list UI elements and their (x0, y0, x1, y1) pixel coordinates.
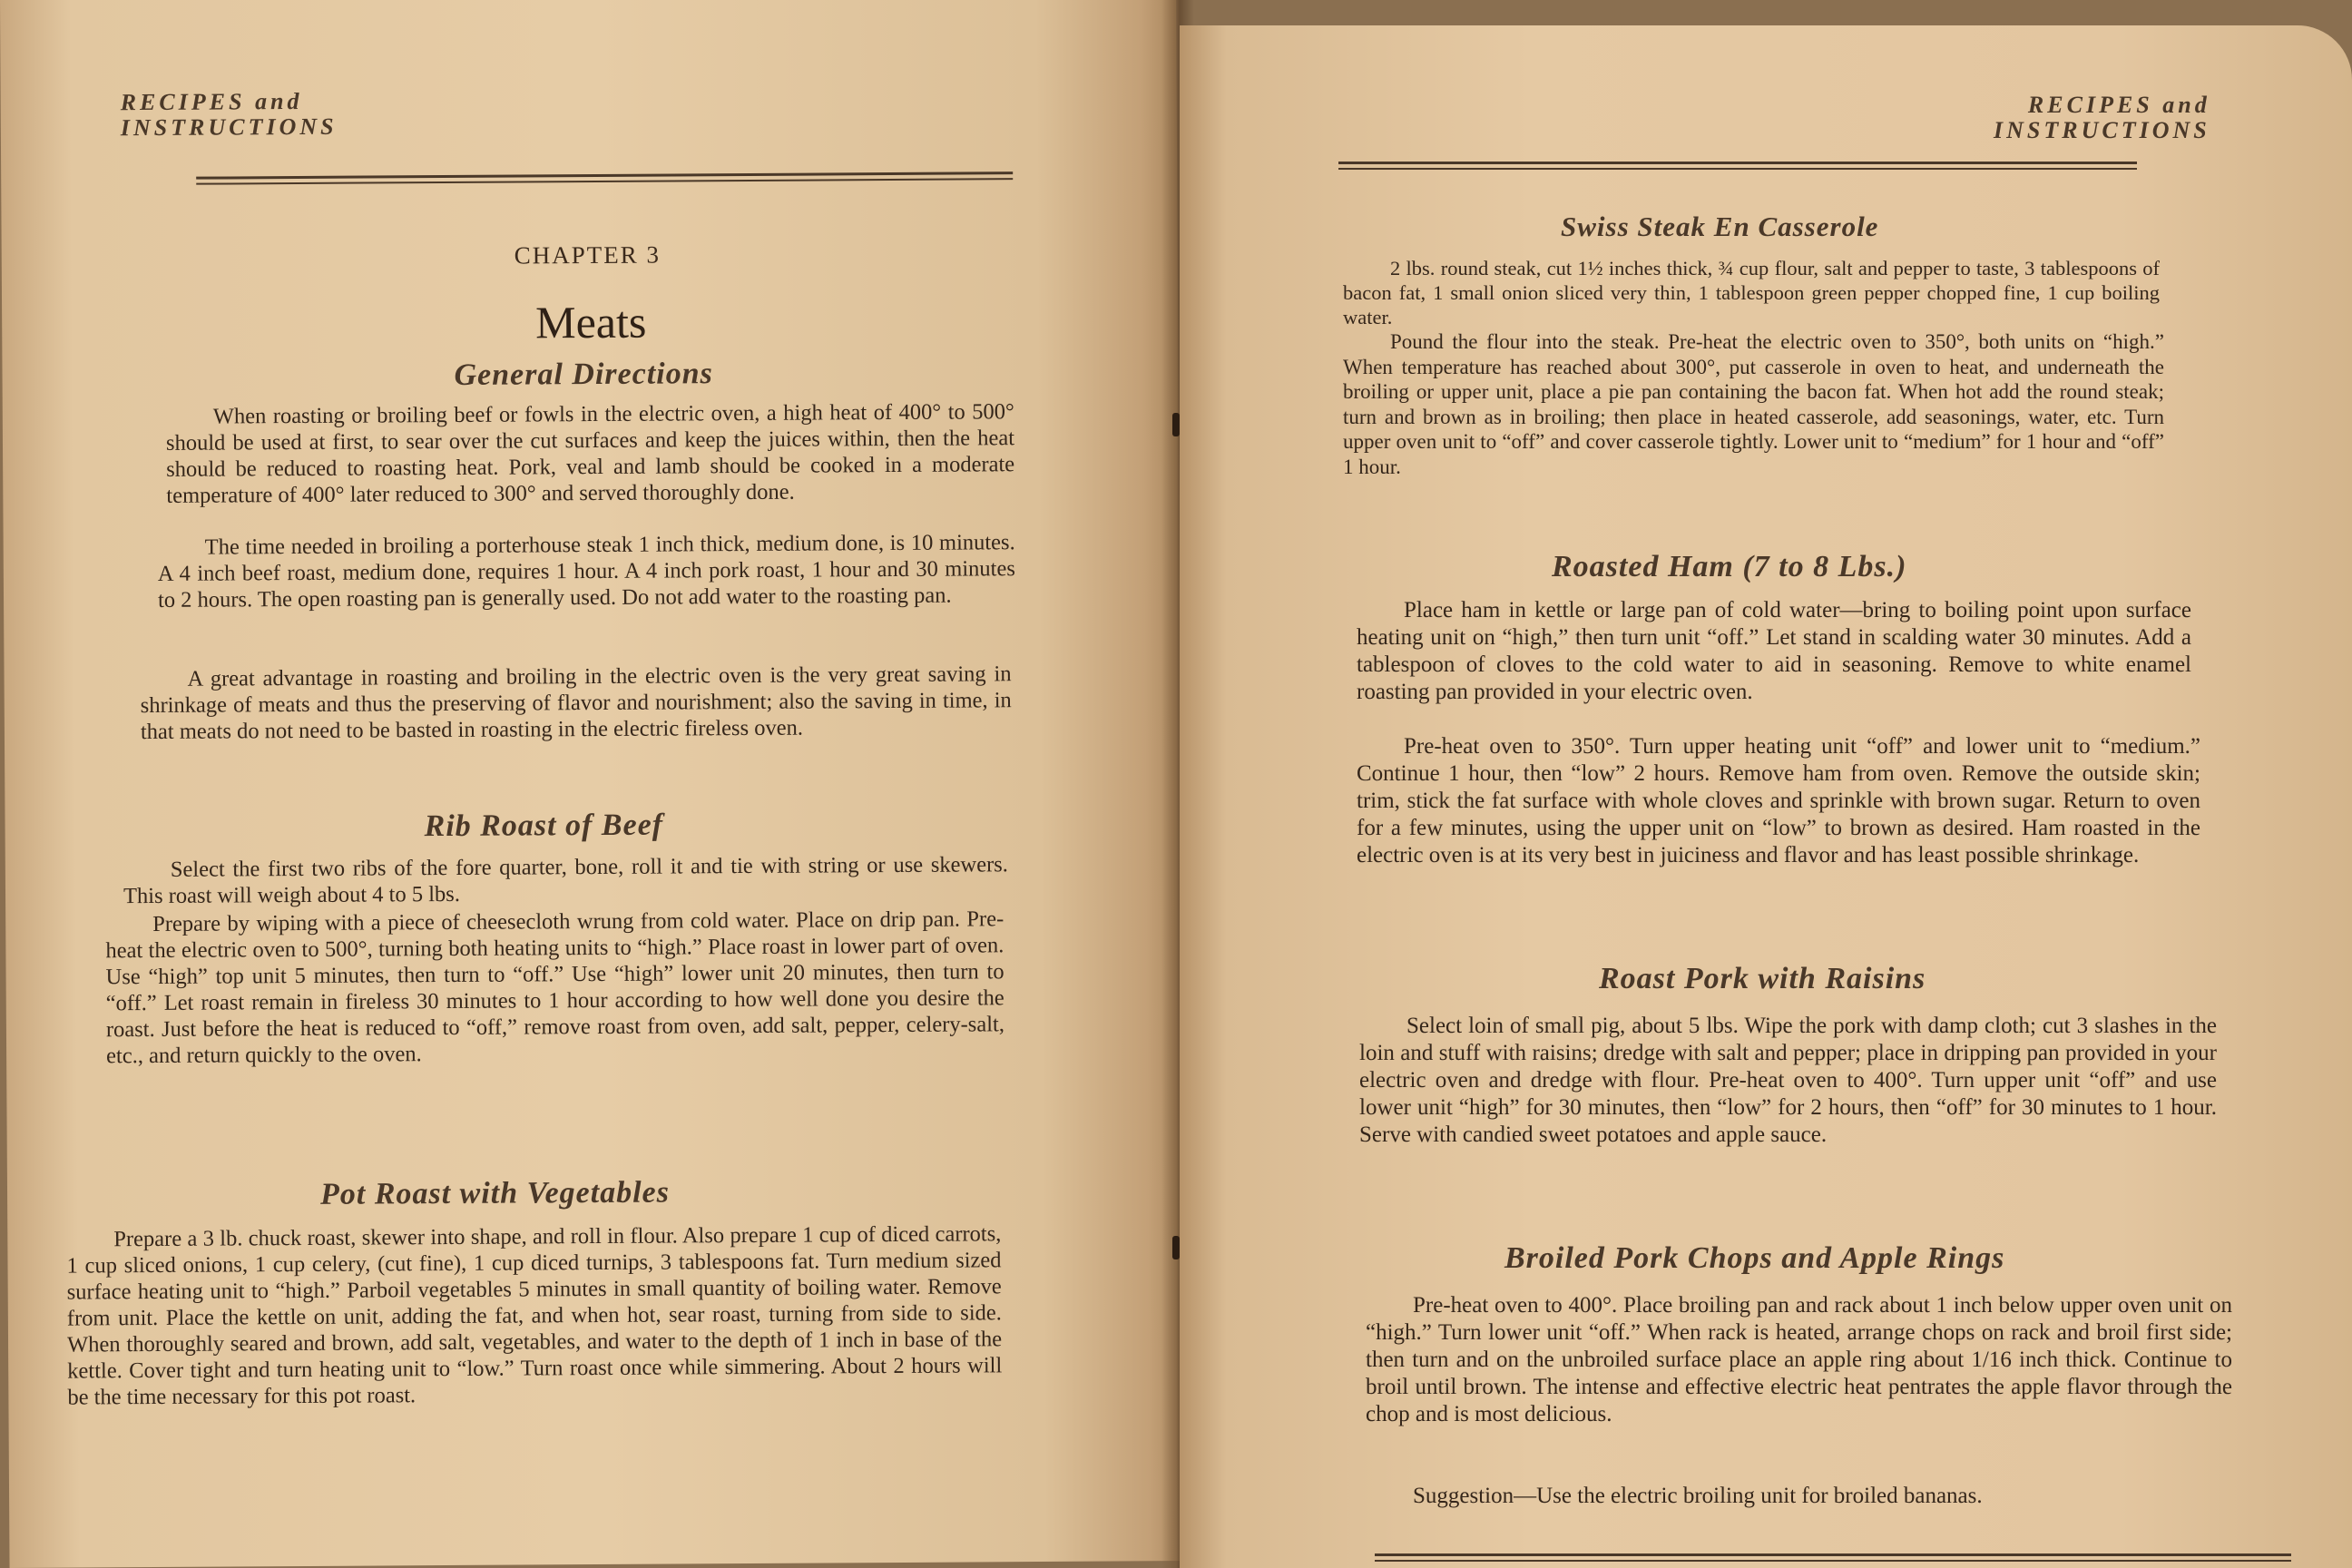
pork-chops-para-1: Pre-heat oven to 400°. Place broiling pan and rack about 1 inch below upper oven unit on “high.” Turn lower unit “off.” When rack is heated, arrange chops on rack and broil first side; then turn and on the unbroiled surface place an apple ring about 1/16 inch thick. Continue to broil until brown. The intense and effective electric heat pentrates the apple flavor through the chop and is most delicious. (1366, 1293, 2232, 1426)
chapter-title: Meats (535, 296, 647, 348)
right-header-rule (1338, 162, 2137, 164)
roast-pork-para-1: Select loin of small pig, about 5 lbs. Wipe the pork with damp cloth; cut 3 slashes in the loin and stuff with raisins; dredge with salt and pepper; place in dripping pan provided in your electric oven and dredge with flour. Pre-heat oven to 400°. Turn upper unit “off” and use lower unit “high” for 30 minutes, then “low” for 2 hours, then “off” for 30 minutes to 1 hour. Serve with candied sweet potatoes and apple sauce. (1359, 1014, 2217, 1147)
swiss-steak-para-1: 2 lbs. round steak, cut 1½ inches thick, ¾ cup flour, salt and pepper to taste, 3 tablespoons of bacon fat, 1 small onion sliced very thin, 1 tablespoon green pepper chopped fine, 1 cup boiling water. (1343, 257, 2160, 328)
roast-pork-title: Roast Pork with Raisins (1599, 962, 1926, 995)
right-running-header (1994, 93, 2210, 143)
roasted-ham-para-2: Pre-heat oven to 350°. Turn upper heating unit “off” and lower unit to “medium.” Continue 1 hour, then “low” 2 hours. Remove ham from oven. Remove the outside skin; trim, stick the fat surface with whole cloves and sprinkle with brown sugar. Return to oven for a few minutes, using the upper unit on “low” to brown as desired. Ham roasted in the electric oven is at its very best in juiciness and flavor and has least possible shrinkage. (1357, 734, 2200, 867)
left-running-header (121, 89, 338, 141)
rib-roast-para-1: Select the first two ribs of the fore quarter, bone, roll it and tie with string or use skewers. This roast will weigh about 4 to 5 lbs. (122, 852, 1008, 909)
general-directions-title: General Directions (454, 357, 713, 392)
roasted-ham-para-1: Place ham in kettle or large pan of cold water—bring to boiling point upon surface heating unit on “high,” then turn unit “off.” Let stand in scalding water 30 minutes. Add a tablespoon of cloves to the cold water to aid in seasoning. Remove to white enamel roasting pan provided in your electric oven. (1357, 598, 2191, 704)
pork-chops-title: Broiled Pork Chops and Apple Rings (1504, 1241, 2005, 1275)
pot-roast-title: Pot Roast with Vegetables (319, 1175, 671, 1211)
binding-staple-bottom (1172, 1236, 1180, 1259)
left-header-rule (196, 172, 1013, 179)
general-directions-para-3: A great advantage in roasting and broiling in the electric oven is the very great saving in shrinkage of meats and thus the preserving of flavor and nourishment; also the saving in time, in that meats do not need to be basted in roasting in the electric fireless oven. (140, 662, 1012, 745)
general-directions-para-2: The time needed in broiling a porterhouse steak 1 inch thick, medium done, is 10 minutes. A 4 inch beef roast, medium done, requires 1 hour. A 4 inch pork roast, 1 hour and 30 minutes to 2 hours. The open roasting pan is generally used. Do not add water to the roasting pan. (157, 530, 1015, 612)
right-page (1180, 25, 2352, 1568)
binding-staple-top (1172, 413, 1180, 436)
swiss-steak-title: Swiss Steak En Casserole (1561, 211, 1879, 242)
right-header-line1: RECIPES and (2027, 92, 2210, 118)
left-header-line2: INSTRUCTIONS (120, 113, 338, 142)
right-footer-rule (1375, 1553, 2291, 1556)
rib-roast-title: Rib Roast of Beef (424, 808, 664, 844)
pork-chops-para-2: Suggestion—Use the electric broiling unit for broiled bananas. (1413, 1484, 1983, 1508)
right-header-line2: INSTRUCTIONS (1994, 117, 2210, 143)
pot-roast-para-1: Prepare a 3 lb. chuck roast, skewer into shape, and roll in flour. Also prepare 1 cup of diced carrots, 1 cup sliced onions, 1 cup celery, (cut fine), 1 cup diced turnips, 3 tablespoons fat. Turn medium sized surface heating unit to “high.” Parboil vegetables 5 minutes in small quantity of boiling water. Remove from unit. Place the kettle on unit, adding the fat, and when hot, sear roast, turning from side to side. When thoroughly seared and brown, add salt, vegetables, and water to the depth of 1 inch in base of the kettle. Cover tight and turn heating unit to “low.” Turn roast once while simmering. About 2 hours will be the time necessary for this pot roast. (66, 1221, 1003, 1410)
left-header-line1: RECIPES and (120, 87, 303, 116)
general-directions-para-1: When roasting or broiling beef or fowls in the electric oven, a high heat of 400° to 500° should be used at first, to sear over the cut surfaces and keep the juices within, then the heat should be reduced to roasting heat. Pork, veal and lamb should be cooked in a moderate temperature of 400° later reduced to 300° and served thoroughly done. (165, 399, 1015, 508)
roasted-ham-title: Roasted Ham (7 to 8 Lbs.) (1552, 550, 1907, 583)
swiss-steak-para-2: Pound the flour into the steak. Pre-heat the electric oven to 350°, both units on “high.” When temperature has reached about 300°, put casserole in oven to heat, and underneath the broiling or upper unit, place a pie pan containing the bacon fat. When hot add the round steak; turn and brown as in broiling; then place in heated casserole, add seasonings, water, etc. Turn upper oven unit to “off” and cover casserole tightly. Lower unit to “medium” for 1 hour and “off” 1 hour. (1343, 330, 2164, 478)
chapter-number: CHAPTER 3 (514, 240, 662, 270)
rib-roast-para-2: Prepare by wiping with a piece of cheesecloth wrung from cold water. Place on drip pan. Pre-heat the electric oven to 500°, turning both heating units to “high.” Place roast in lower part of oven. Use “high” top unit 5 minutes, then turn to “off.” Use “high” lower unit 20 minutes, then turn to “off.” Let roast remain in fireless 30 minutes to 1 hour according to how well done you desire the roast. Just before the heat is reduced to “off,” remove roast from oven, add salt, pepper, celery-salt, etc., and return quickly to the oven. (105, 906, 1004, 1069)
